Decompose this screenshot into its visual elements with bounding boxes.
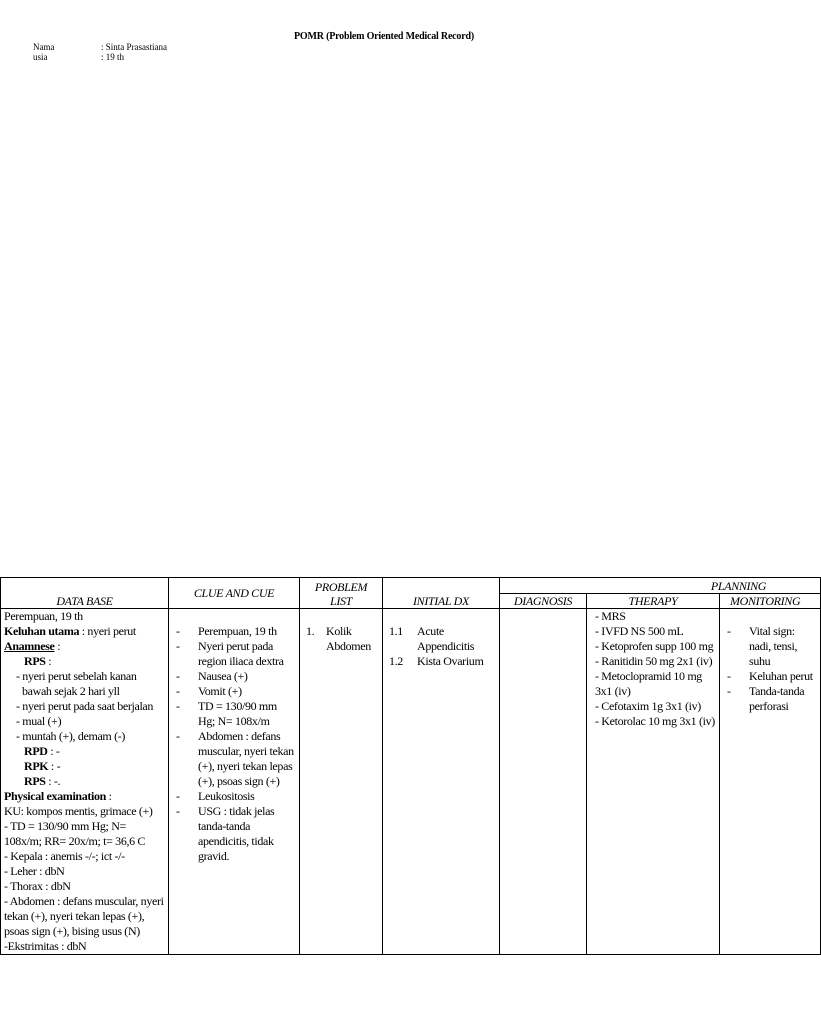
clue-item: - Abdomen : defans muscular, nyeri tekan (+), nyeri tekan lepas (+), psoas sign (+) (172, 729, 296, 789)
rps-item: - mual (+) (16, 714, 62, 728)
problem-number: 1. (306, 624, 315, 638)
therapy-item: - IVFD NS 500 mL (595, 624, 684, 638)
header-database: DATA BASE (1, 578, 169, 609)
therapy-item: - Ranitidin 50 mg 2x1 (iv) (595, 654, 713, 668)
physical-exam-item: - TD = 130/90 mm Hg; N= 108x/m; RR= 20x/m; t= 36,6 C (4, 819, 146, 848)
anamnese-label: Anamnese (4, 639, 55, 653)
anamnese-colon: : (54, 639, 61, 653)
name-label: Nama (33, 42, 55, 52)
patient-name-row (33, 42, 167, 52)
keluhan-label: Keluhan utama (4, 624, 80, 638)
header-diagnosis: DIAGNOSIS (500, 594, 587, 609)
clue-item: - TD = 130/90 mm Hg; N= 108x/m (172, 699, 296, 729)
age-value: : 19 th (101, 52, 125, 62)
physical-exam-item: KU: kompos mentis, grimace (+) (4, 804, 153, 818)
anamnese-heading (4, 639, 165, 654)
rps2-label: RPS (24, 774, 46, 788)
rpk-value: : - (48, 759, 61, 773)
rps-item: - muntah (+), demam (-) (16, 729, 126, 743)
problem-text: Kolik Abdomen (326, 624, 371, 653)
physical-exam-item: - Abdomen : defans muscular, nyeri tekan (+), nyeri tekan lepas (+), psoas sign (+), bising usus (N) (4, 894, 164, 938)
pomr-table (0, 577, 821, 955)
problem-list-cell (300, 609, 383, 955)
initial-dx-cell (383, 609, 500, 955)
header-problem-list: PROBLEM LIST (300, 578, 383, 609)
rpd-line (4, 744, 165, 759)
document-title: POMR (Problem Oriented Medical Record) (294, 31, 474, 42)
clue-item: - USG : tidak jelas tanda-tanda apendicitis, tidak gravid. (172, 804, 296, 864)
physical-exam-item: - Leher : dbN (4, 864, 65, 878)
clue-item: - Vomit (+) (172, 684, 296, 699)
name-value: : Sinta Prasastiana (101, 42, 167, 52)
header-initial-dx: INITIAL DX (383, 578, 500, 609)
physical-exam-label: Physical examination (4, 789, 107, 803)
clue-list (172, 624, 296, 864)
patient-age-row (33, 52, 124, 62)
therapy-cell (587, 609, 720, 955)
rps2-value: : -. (45, 774, 61, 788)
physical-exam-item: - Thorax : dbN (4, 879, 71, 893)
rpd-value: : - (47, 744, 60, 758)
initial-dx-text: Kista Ovarium (417, 654, 484, 668)
clue-item: - Nausea (+) (172, 669, 296, 684)
monitoring-item: - Keluhan perut (723, 669, 817, 684)
header-planning: PLANNING (500, 578, 821, 594)
initial-dx-item (386, 624, 496, 654)
keluhan-utama (4, 624, 165, 639)
header-clue-cue: CLUE AND CUE (169, 578, 300, 609)
pomr-table-container (0, 577, 813, 1024)
rps-colon: : (45, 654, 52, 668)
monitoring-item: - Tanda-tanda perforasi (723, 684, 817, 714)
rpk-line (4, 759, 165, 774)
clue-item: - Perempuan, 19 th (172, 624, 296, 639)
rps-item: - nyeri perut sebelah kanan bawah sejak 2 hari yll (16, 669, 137, 698)
rps-heading (4, 654, 165, 669)
rps-item: - nyeri perut pada saat berjalan (16, 699, 154, 713)
diagnosis-cell (500, 609, 587, 955)
initial-dx-item (386, 654, 496, 669)
keluhan-value: : nyeri perut (79, 624, 136, 638)
monitoring-cell (720, 609, 821, 955)
rps-label: RPS (24, 654, 46, 668)
therapy-item: - MRS (595, 609, 626, 623)
physical-exam-item: -Ekstrimitas : dbN (4, 939, 87, 953)
rpk-label: RPK (24, 759, 49, 773)
rps2-line (4, 774, 165, 789)
database-cell (1, 609, 169, 955)
therapy-item: - Ketorolac 10 mg 3x1 (iv) (595, 714, 715, 728)
physical-exam-item: - Kepala : anemis -/-; ict -/- (4, 849, 125, 863)
clue-cue-cell (169, 609, 300, 955)
therapy-item: - Cefotaxim 1g 3x1 (iv) (595, 699, 701, 713)
problem-item (306, 624, 379, 654)
monitoring-item: - Vital sign: nadi, tensi, suhu (723, 624, 817, 669)
initial-dx-number: 1.1 (389, 624, 403, 638)
header-therapy: THERAPY (587, 594, 720, 609)
initial-dx-list (386, 624, 496, 669)
monitoring-list (723, 624, 817, 714)
rpd-label: RPD (24, 744, 48, 758)
physical-exam-colon: : (106, 789, 112, 803)
clue-item: - Nyeri perut pada region iliaca dextra (172, 639, 296, 669)
initial-dx-number: 1.2 (389, 654, 403, 668)
header-monitoring: MONITORING (720, 594, 821, 609)
therapy-item: - Ketoprofen supp 100 mg (595, 639, 714, 653)
problem-list (306, 624, 379, 654)
therapy-item: - Metoclopramid 10 mg 3x1 (iv) (595, 669, 702, 698)
initial-dx-text: Acute Appendicitis (417, 624, 475, 653)
database-line: Perempuan, 19 th (4, 609, 83, 623)
age-label: usia (33, 52, 48, 62)
physical-exam-heading (4, 789, 165, 804)
clue-item: - Leukositosis (172, 789, 296, 804)
